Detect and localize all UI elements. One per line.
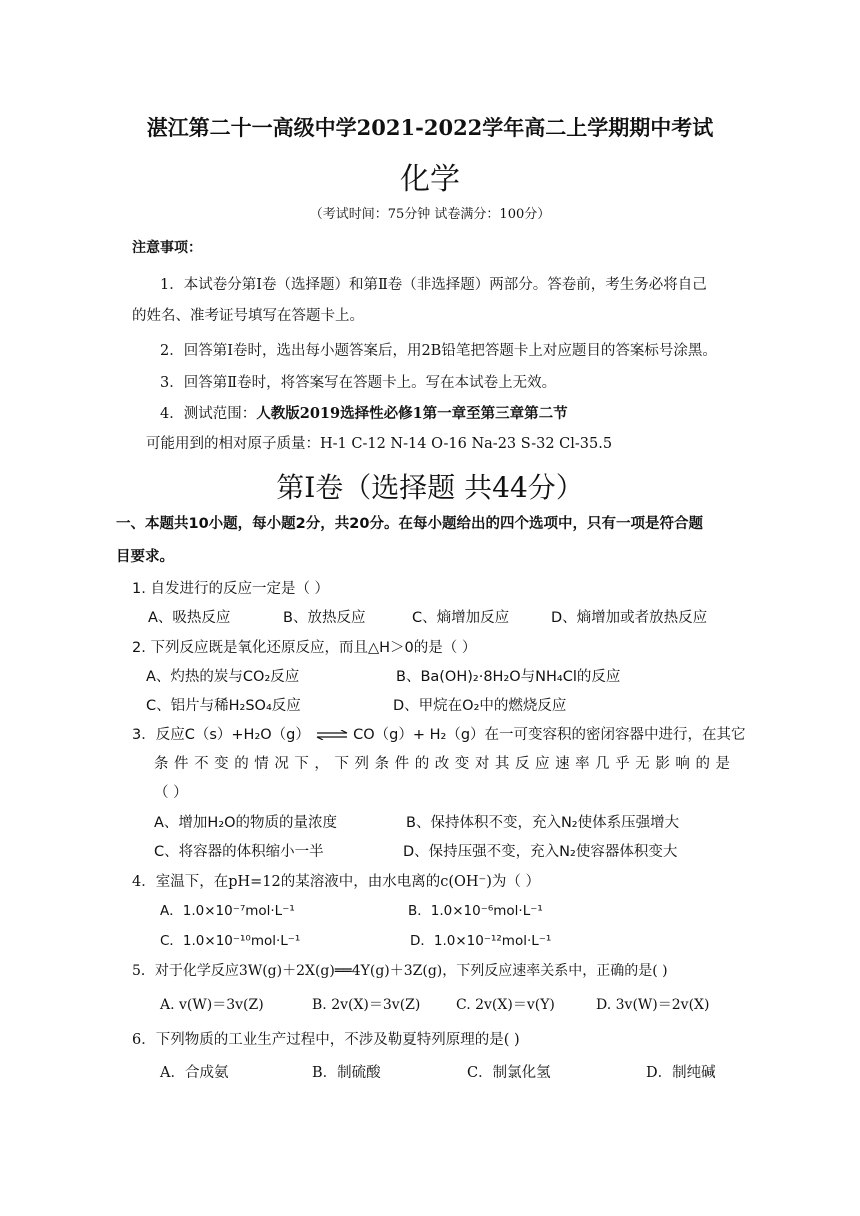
q6-stem: 6．下列物质的工业生产过程中，不涉及勒夏特列原理的是( ) bbox=[132, 1032, 520, 1048]
q6-option-d: D．制纯碱 bbox=[646, 1065, 716, 1081]
notes-heading: 注意事项： bbox=[132, 240, 202, 256]
q5-option-c: C. 2v(X)＝v(Y) bbox=[456, 997, 555, 1013]
q1-stem: 1. 自发进行的反应一定是（ ） bbox=[132, 581, 330, 597]
q4-option-b: B．1.0×10⁻⁶mol·L⁻¹ bbox=[408, 903, 543, 919]
equilibrium-arrow-icon bbox=[315, 730, 349, 740]
q4-option-d: D．1.0×10⁻¹²mol·L⁻¹ bbox=[410, 933, 552, 949]
q1-option-d: D、熵增加或者放热反应 bbox=[551, 610, 708, 626]
part-1-instructions-line-2: 目要求。 bbox=[116, 549, 174, 565]
q3-option-b: B、保持体积不变，充入N₂使体系压强增大 bbox=[406, 815, 680, 831]
note-4 bbox=[160, 402, 568, 423]
q5-option-d: D. 3v(W)＝2v(X) bbox=[596, 997, 710, 1013]
q5-option-b: B. 2v(X)＝3v(Z) bbox=[312, 997, 421, 1013]
q2-option-d: D、甲烷在O₂中的燃烧反应 bbox=[393, 698, 567, 714]
q3-stem-line-1 bbox=[132, 723, 746, 744]
q3-stem-left: 3．反应C（s）+H₂O（g） bbox=[132, 727, 310, 743]
atomic-mass-line: 可能用到的相对原子质量：H-1 C-12 N-14 O-16 Na-23 S-32 Cl-35.5 bbox=[146, 436, 613, 452]
q6-option-b: B．制硫酸 bbox=[312, 1065, 381, 1081]
q1-option-c: C、熵增加反应 bbox=[412, 610, 510, 626]
q2-stem: 2. 下列反应既是氧化还原反应，而且△H＞0的是（ ） bbox=[132, 640, 477, 656]
q3-stem-line-3: （ ） bbox=[154, 785, 188, 801]
part-1-instructions-line-1: 一、本题共10小题，每小题2分，共20分。在每小题给出的四个选项中，只有一项是符合题 bbox=[116, 516, 703, 532]
q5-stem: 5．对于化学反应3W(g)＋2X(g)══4Y(g)＋3Z(g)，下列反应速率关系中，正确的是( ) bbox=[132, 963, 668, 979]
exam-title: 湛江第二十一高级中学2021-2022学年高二上学期期中考试 bbox=[146, 115, 714, 140]
q4-option-a: A．1.0×10⁻⁷mol·L⁻¹ bbox=[160, 903, 295, 919]
note-3: 3．回答第Ⅱ卷时，将答案写在答题卡上。写在本试卷上无效。 bbox=[160, 375, 557, 391]
q5-option-a: A. v(W)＝3v(Z) bbox=[160, 997, 264, 1013]
q1-option-a: A、吸热反应 bbox=[148, 610, 231, 626]
subject-title: 化学 bbox=[400, 162, 460, 197]
note-4-prefix: 4．测试范围： bbox=[160, 406, 257, 422]
exam-info: （考试时间：75分钟 试卷满分：100分） bbox=[309, 207, 551, 222]
q3-option-a: A、增加H₂O的物质的量浓度 bbox=[154, 815, 338, 831]
q2-option-a: A、灼热的炭与CO₂反应 bbox=[146, 669, 300, 685]
q4-option-c: C．1.0×10⁻¹⁰mol·L⁻¹ bbox=[160, 933, 301, 949]
q3-option-d: D、保持压强不变，充入N₂使容器体积变大 bbox=[403, 844, 678, 860]
note-2: 2．回答第Ⅰ卷时，选出每小题答案后，用2B铅笔把答题卡上对应题目的答案标号涂黑。 bbox=[160, 343, 717, 359]
q6-option-c: C．制氯化氢 bbox=[467, 1065, 551, 1081]
q3-stem-line-2: 条件不变的情况下，下列条件的改变对其反应速率几乎无影响的是 bbox=[154, 756, 730, 772]
note-4-range: 人教版2019选择性必修1第一章至第三章第二节 bbox=[256, 405, 568, 422]
q1-option-b: B、放热反应 bbox=[283, 610, 366, 626]
note-1-line-1: 1．本试卷分第Ⅰ卷（选择题）和第Ⅱ卷（非选择题）两部分。答卷前，考生务必将自己 bbox=[160, 277, 707, 293]
q6-option-a: A．合成氨 bbox=[160, 1065, 229, 1081]
q3-option-c: C、将容器的体积缩小一半 bbox=[154, 844, 324, 860]
q3-stem-right: CO（g）+ H₂（g）在一可变容积的密闭容器中进行，在其它 bbox=[353, 727, 746, 743]
note-1-line-2: 的姓名、准考证号填写在答题卡上。 bbox=[132, 308, 364, 324]
q4-stem: 4．室温下，在pH=12的某溶液中，由水电离的c(OH⁻)为（ ） bbox=[132, 874, 540, 890]
q2-option-b: B、Ba(OH)₂·8H₂O与NH₄Cl的反应 bbox=[396, 669, 621, 685]
q2-option-c: C、铝片与稀H₂SO₄反应 bbox=[146, 698, 301, 714]
section-1-title: 第Ⅰ卷（选择题 共44分） bbox=[276, 471, 584, 504]
